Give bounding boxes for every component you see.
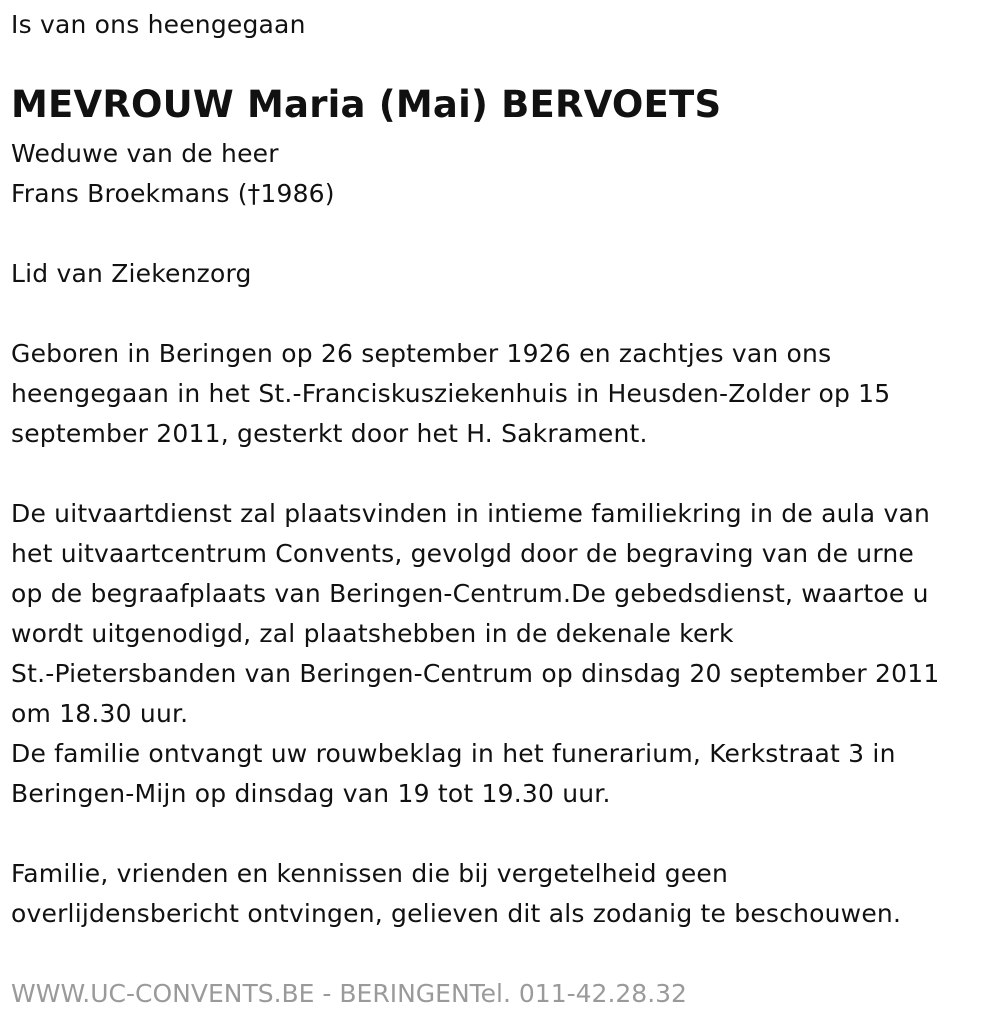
widow-line-1: Weduwe van de heer bbox=[11, 139, 279, 168]
membership-text: Lid van Ziekenzorg bbox=[11, 259, 252, 288]
service-line-8: Beringen-Mijn op dinsdag van 19 tot 19.30 uur. bbox=[11, 779, 611, 808]
service-line-5: St.-Pietersbanden van Beringen-Centrum op dinsdag 20 september 2011 bbox=[11, 659, 940, 688]
service-line-2: het uitvaartcentrum Convents, gevolgd door de begraving van de urne bbox=[11, 539, 914, 568]
birth-line-3: september 2011, gesterkt door het H. Sakrament. bbox=[11, 419, 648, 448]
service-line-6: om 18.30 uur. bbox=[11, 699, 189, 728]
birth-line-2: heengegaan in het St.-Franciskusziekenhuis in Heusden-Zolder op 15 bbox=[11, 379, 891, 408]
intro-text: Is van ons heengegaan bbox=[11, 10, 306, 39]
footer-contact: WWW.UC-CONVENTS.BE - BERINGENTel. 011-42.28.32 bbox=[11, 979, 687, 1008]
service-line-1: De uitvaartdienst zal plaatsvinden in intieme familiekring in de aula van bbox=[11, 499, 931, 528]
closing-line-1: Familie, vrienden en kennissen die bij vergetelheid geen bbox=[11, 859, 729, 888]
widow-line-2: Frans Broekmans (†1986) bbox=[11, 179, 335, 208]
closing-line-2: overlijdensbericht ontvingen, gelieven dit als zodanig te beschouwen. bbox=[11, 899, 902, 928]
deceased-name: MEVROUW Maria (Mai) BERVOETS bbox=[11, 83, 722, 126]
birth-line-1: Geboren in Beringen op 26 september 1926 en zachtjes van ons bbox=[11, 339, 832, 368]
service-line-7: De familie ontvangt uw rouwbeklag in het funerarium, Kerkstraat 3 in bbox=[11, 739, 896, 768]
service-line-3: op de begraafplaats van Beringen-Centrum.De gebedsdienst, waartoe u bbox=[11, 579, 929, 608]
service-line-4: wordt uitgenodigd, zal plaatshebben in de dekenale kerk bbox=[11, 619, 734, 648]
